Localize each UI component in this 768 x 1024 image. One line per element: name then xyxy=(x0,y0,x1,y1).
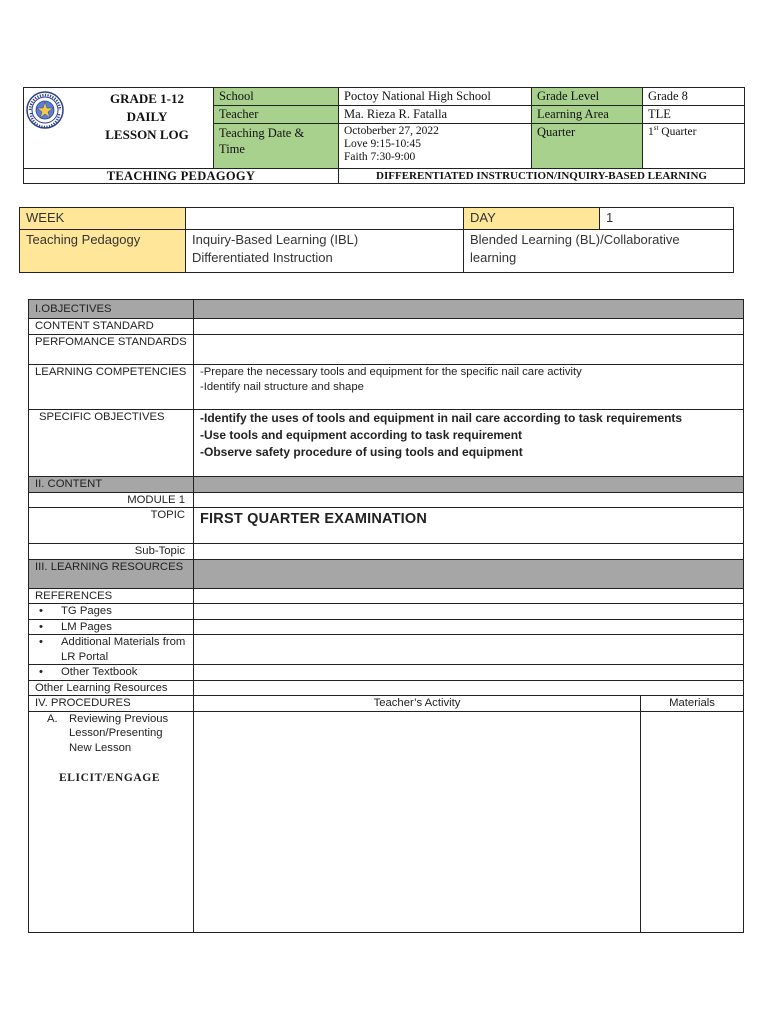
learning-competencies-value xyxy=(194,365,744,410)
day-label: DAY xyxy=(464,208,600,230)
specific-objectives-label: SPECIFIC OBJECTIVES xyxy=(29,410,194,477)
materials-header: Materials xyxy=(641,696,744,712)
title-line-3: LESSON LOG xyxy=(105,127,189,142)
tg-pages-value xyxy=(194,604,744,620)
header-table xyxy=(23,87,745,184)
other-textbook-text: Other Textbook xyxy=(61,666,138,678)
lesson-log-title xyxy=(82,90,212,144)
references-label: REFERENCES xyxy=(29,588,194,604)
competency-item: -Prepare the necessary tools and equipment for the specific nail care activity xyxy=(200,366,582,378)
specific-objectives-value xyxy=(194,410,744,477)
schedule-line-faith: Faith 7:30-9:00 xyxy=(344,151,416,163)
procedure-a-activity xyxy=(194,711,641,932)
subtopic-label: Sub-Topic xyxy=(29,544,194,560)
content-header-fill xyxy=(194,477,744,493)
school-value: Poctoy National High School xyxy=(339,88,532,106)
quarter-number: 1 xyxy=(648,126,654,138)
teaching-date-label: Teaching Date & Time xyxy=(214,124,339,169)
quarter-label: Quarter xyxy=(532,124,643,169)
content-standard-label: CONTENT STANDARD xyxy=(29,319,194,335)
competency-item: -Identify nail structure and shape xyxy=(200,380,364,393)
content-standard-value xyxy=(194,319,744,335)
lm-pages-text: LM Pages xyxy=(61,620,112,633)
module-label: MODULE 1 xyxy=(29,492,194,508)
procedure-a-materials xyxy=(641,711,744,932)
other-textbook-label xyxy=(29,665,194,681)
topic-value-cell xyxy=(194,508,744,544)
teaching-pedagogy-label: TEACHING PEDAGOGY xyxy=(24,169,339,184)
objective-item: -Identify the uses of tools and equipment in nail care according to task requirements xyxy=(200,411,683,425)
references-value xyxy=(194,588,744,604)
topic-label: TOPIC xyxy=(29,508,194,544)
bullet-icon: • xyxy=(39,636,43,648)
procedure-a-marker: A. xyxy=(47,712,58,725)
teaching-pedagogy-value: DIFFERENTIATED INSTRUCTION/INQUIRY-BASED LEARNING xyxy=(339,169,745,184)
teachers-activity-header: Teacher’s Activity xyxy=(194,696,641,712)
tg-pages-label xyxy=(29,604,194,620)
date-line: Octoberber 27, 2022 xyxy=(344,125,439,137)
procedure-a-cell xyxy=(29,711,194,932)
grade-level-label: Grade Level xyxy=(532,88,643,106)
teaching-pedagogy-row-label: Teaching Pedagogy xyxy=(20,230,186,273)
objective-item: -Use tools and equipment according to task requirement xyxy=(200,428,523,442)
schedule-line-love: Love 9:15-10:45 xyxy=(344,138,421,150)
additional-materials-text: Additional Materials from LR Portal xyxy=(61,636,186,663)
objective-item: -Observe safety procedure of using tools and equipment xyxy=(200,445,523,459)
bullet-icon: • xyxy=(39,666,43,678)
teaching-date-value xyxy=(339,124,532,169)
pedagogy-di: Differentiated Instruction xyxy=(192,250,333,265)
lm-pages-label xyxy=(29,619,194,635)
header-title-cell xyxy=(24,88,214,169)
procedures-header: IV. PROCEDURES xyxy=(29,696,194,712)
lm-pages-value xyxy=(194,619,744,635)
lesson-plan-table xyxy=(28,299,744,933)
learning-resources-header: III. LEARNING RESOURCES xyxy=(29,559,194,588)
learning-area-label: Learning Area xyxy=(532,106,643,124)
performance-standards-label: PERFOMANCE STANDARDS xyxy=(29,335,194,365)
learning-competencies-label: LEARNING COMPETENCIES xyxy=(29,365,194,410)
school-label: School xyxy=(214,88,339,106)
tg-pages-text: TG Pages xyxy=(61,605,112,617)
pedagogy-ibl: Inquiry-Based Learning (IBL) xyxy=(192,232,359,247)
grade-level-value: Grade 8 xyxy=(643,88,745,106)
quarter-ordinal: st xyxy=(653,124,659,133)
pedagogy-col-2: Blended Learning (BL)/Collaborative learning xyxy=(464,230,734,273)
title-line-2: DAILY xyxy=(126,109,168,124)
other-resources-value xyxy=(194,680,744,696)
learning-area-value: TLE xyxy=(643,106,745,124)
module-value xyxy=(194,492,744,508)
additional-materials-value xyxy=(194,635,744,665)
procedure-a-item xyxy=(35,712,187,756)
performance-standards-value xyxy=(194,335,744,365)
week-value xyxy=(186,208,464,230)
objectives-header: I.OBJECTIVES xyxy=(29,300,194,319)
learning-resources-header-fill xyxy=(194,559,744,588)
title-line-1: GRADE 1-12 xyxy=(109,91,185,106)
topic-value: FIRST QUARTER EXAMINATION xyxy=(200,511,428,527)
pedagogy-col-1 xyxy=(186,230,464,273)
deped-seal-logo xyxy=(26,91,64,129)
week-label: WEEK xyxy=(20,208,186,230)
quarter-value xyxy=(643,124,745,169)
other-textbook-value xyxy=(194,665,744,681)
teacher-value: Ma. Rieza R. Fatalla xyxy=(339,106,532,124)
other-resources-label: Other Learning Resources xyxy=(29,680,194,696)
bullet-icon: • xyxy=(39,605,43,617)
quarter-word: Quarter xyxy=(658,126,697,138)
subtopic-value xyxy=(194,544,744,560)
week-table xyxy=(19,207,734,273)
procedure-a-text: Reviewing Previous Lesson/Presenting New Lesson xyxy=(69,712,169,754)
elicit-engage-label: ELICIT/ENGAGE xyxy=(59,772,161,784)
objectives-header-fill xyxy=(194,300,744,319)
day-value: 1 xyxy=(600,208,734,230)
additional-materials-label xyxy=(29,635,194,665)
teacher-label: Teacher xyxy=(214,106,339,124)
content-header: II. CONTENT xyxy=(29,477,194,493)
bullet-icon: • xyxy=(39,620,43,633)
